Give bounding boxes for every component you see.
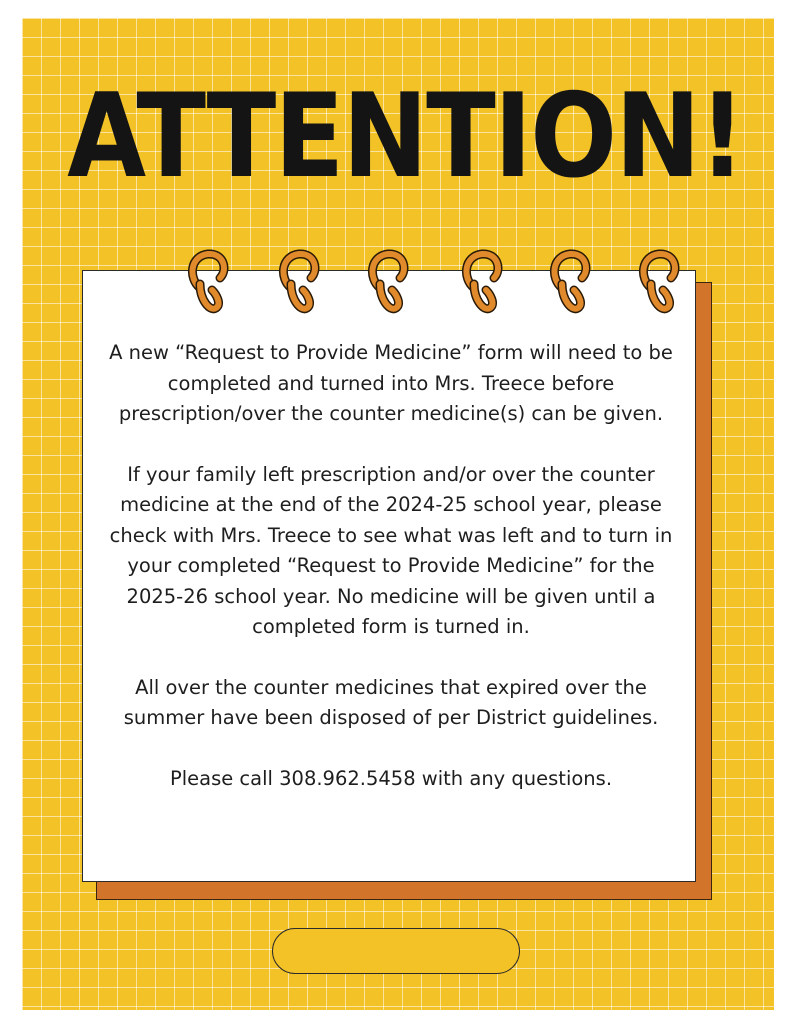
notice-paragraph-expired-medicine: All over the counter medicines that expired over the summer have been disposed of per District guidelines. (123, 675, 659, 729)
spiral-binding (82, 240, 696, 320)
decorative-pill-shape (272, 928, 520, 974)
notice-paragraph-contact: Please call 308.962.5458 with any questions. (169, 766, 613, 790)
attention-poster (22, 18, 774, 1010)
spiral-binding-ring-icon (554, 254, 586, 309)
spiral-binding-ring-icon (643, 254, 675, 309)
notice-body (102, 338, 680, 794)
notice-paragraph-leftover-medicine: If your family left prescription and/or over the counter medicine at the end of the 2024-25 school year, please check with Mrs. Treece to see what was left and to turn in your completed “Request to Provide Medicine” for the 2025-26 school year. No medicine will be given until a completed form is turned in. (109, 462, 673, 638)
spiral-binding-ring-icon (372, 254, 404, 309)
spiral-binding-ring-icon (283, 254, 315, 309)
notice-paragraph-form-required: A new “Request to Provide Medicine” form will need to be completed and turned into Mrs. Treece before prescription/over the counter medicine(s) can be given. (109, 341, 673, 425)
spiral-binding-ring-icon (466, 254, 498, 309)
attention-headline: ATTENTION! (67, 69, 744, 204)
spiral-binding-ring-icon (192, 254, 224, 309)
